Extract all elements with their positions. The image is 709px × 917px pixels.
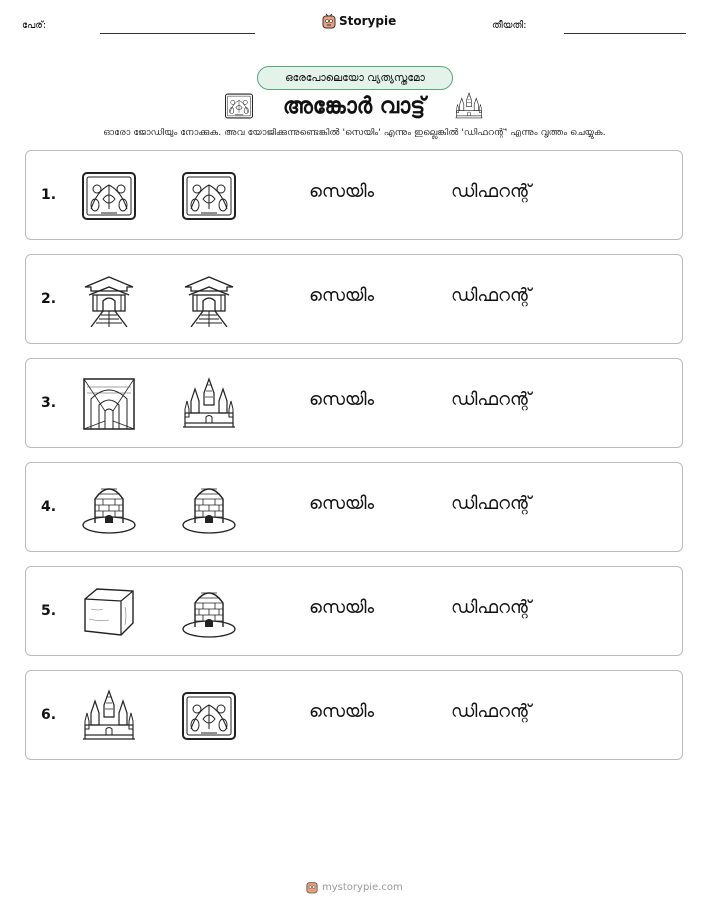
different-option[interactable]: ഡിഫറന്റ് [451,597,532,618]
footer [306,880,403,894]
carved-panel-icon [81,169,137,223]
storypie-mascot-icon [322,13,336,29]
question-row-3 [25,358,683,448]
same-option[interactable]: സെയിം [309,493,375,514]
same-option[interactable]: സെയിം [309,597,375,618]
footer-url[interactable]: mystorypie.com [322,881,403,893]
carved-panel-icon [181,169,237,223]
different-option[interactable]: ഡിഫറന്റ് [451,701,532,722]
question-number: 5. [41,603,57,619]
same-option[interactable]: സെയിം [309,701,375,722]
question-row-1 [25,150,683,240]
corridor-icon [81,377,137,431]
stone-tower-icon [81,481,137,535]
storypie-mascot-icon [306,880,318,894]
date-label: തീയതി: [492,20,527,31]
question-row-5 [25,566,683,656]
worksheet-type-badge: ഒരേപോലെയോ വ്യത്യസ്തമോ [257,66,453,90]
page-title: അങ്കോർ വാട്ട് [282,93,426,119]
different-option[interactable]: ഡിഫറന്റ് [451,389,532,410]
name-line[interactable] [100,33,255,34]
question-number: 6. [41,707,57,723]
brand-name: Storypie [339,14,397,28]
stone-tower-icon [181,481,237,535]
gate-pavilion-icon [181,273,237,327]
question-row-4 [25,462,683,552]
name-label: പേര്: [22,20,47,31]
question-number: 2. [41,291,57,307]
question-row-2 [25,254,683,344]
temple-icon [454,92,484,120]
date-line[interactable] [564,33,686,34]
question-row-6 [25,670,683,760]
carved-panel-icon [181,689,237,743]
question-number: 1. [41,187,57,203]
temple-icon [181,377,237,431]
temple-icon [81,689,137,743]
stone-tower-icon [181,585,237,639]
different-option[interactable]: ഡിഫറന്റ് [451,493,532,514]
title-row [224,90,484,122]
brand-logo [322,13,396,29]
question-number: 4. [41,499,57,515]
stone-block-icon [81,585,137,639]
carved-panel-icon [224,92,254,120]
same-option[interactable]: സെയിം [309,181,375,202]
gate-pavilion-icon [81,273,137,327]
question-number: 3. [41,395,57,411]
different-option[interactable]: ഡിഫറന്റ് [451,181,532,202]
same-option[interactable]: സെയിം [309,389,375,410]
instructions: ഓരോ ജോഡിയും നോക്കുക. അവ യോജിക്കുന്നുണ്ടെങ്കിൽ 'സെയിം' എന്നും ഇല്ലെങ്കിൽ 'ഡിഫറന്റ്' എന്നും വൃത്തം ചെയ്യുക. [103,127,606,138]
same-option[interactable]: സെയിം [309,285,375,306]
different-option[interactable]: ഡിഫറന്റ് [451,285,532,306]
